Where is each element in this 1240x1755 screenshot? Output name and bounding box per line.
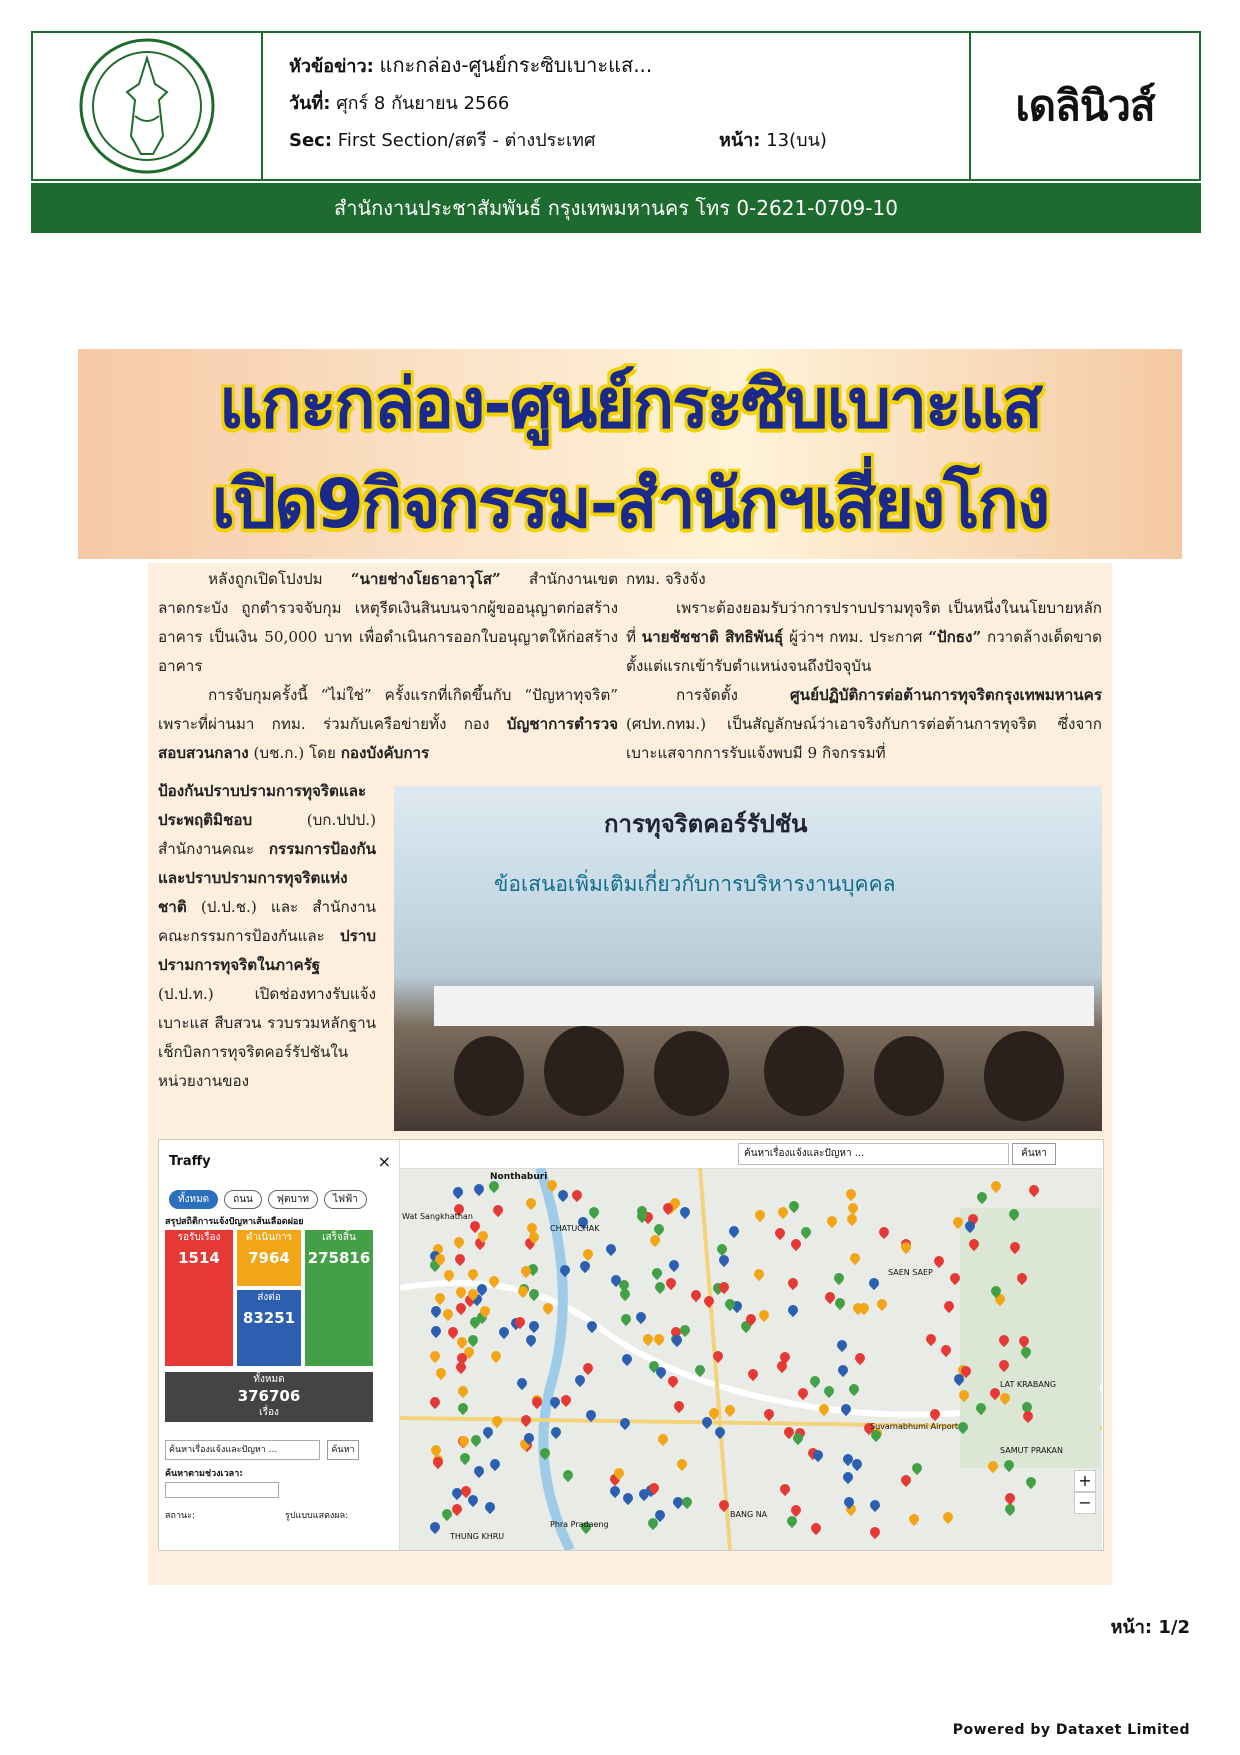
traffy-screenshot (158, 1139, 1104, 1551)
map-search-input[interactable]: ค้นหาเรื่องแจ้งและปัญหา ... (738, 1143, 1009, 1165)
status-label: สถานะ: (165, 1511, 196, 1521)
attendee (654, 1031, 729, 1116)
headline-label: หัวข้อข่าว: (289, 56, 374, 77)
clipping-header (31, 31, 1201, 181)
attendee (454, 1036, 524, 1116)
headline-row (289, 47, 943, 85)
meeting-desk (434, 986, 1094, 1026)
page-number: หน้า: 1/2 (1110, 1617, 1190, 1638)
page-value: 13(บน) (766, 130, 827, 151)
map-label-latkrabang: LAT KRABANG (1000, 1380, 1057, 1389)
card-total: ทั้งหมด 376706 เรื่อง (165, 1372, 373, 1422)
article-column-1 (158, 565, 618, 768)
clipping-meta (263, 33, 971, 179)
date-value: ศุกร์ 8 กันยายน 2566 (336, 93, 510, 114)
section-row (289, 122, 943, 159)
paragraph-2-cont: ป้องกันปราบปรามการทุจริตและประพฤติมิชอบ (บก.ปปป.) สำนักงานคณะ กรรมการป้องกันและปราบปรามการทุจริตแห่งชาติ (ป.ป.ช.) และ สำนักงานคณะกรรมการป้องกันและ ปราบปรามการทุจริตในภาครัฐ (ป.ป.ท.) เปิดช่องทางรับแจ้งเบาะแส สืบสวน รวบรวมหลักฐาน เช็กบิลการทุจริตคอร์รัปชันในหน่วยงานของ (158, 782, 376, 1090)
card-done: เสร็จสิ้น 275816 (305, 1230, 373, 1366)
meeting-photo (394, 786, 1102, 1131)
map-label-sangkhathan: Wat Sangkhathan (402, 1212, 473, 1221)
screen-subtitle: ข้อเสนอเพิ่มเติมเกี่ยวกับการบริหารงานบุคคล (494, 872, 896, 896)
tab-footpath[interactable]: ฟุตบาท (268, 1190, 318, 1209)
publication-logo: เดลินิวส์ (1015, 81, 1155, 130)
tab-road[interactable]: ถนน (224, 1190, 262, 1209)
seal-icon (77, 36, 217, 176)
powered-by: Powered by Dataxet Limited (952, 1722, 1190, 1738)
map-label-bangna: BANG NA (730, 1510, 768, 1519)
article-body (148, 563, 1112, 1585)
range-label: ค้นหาตามช่วงเวลา: (165, 1469, 243, 1479)
paragraph-c2-0: กทม. จริงจัง (626, 570, 706, 588)
page-label: หน้า: (719, 130, 761, 151)
map-label-thungkhru: THUNG KHRU (450, 1532, 505, 1541)
display-label: รูปแบบแสดงผล: (285, 1511, 349, 1521)
attendee (764, 1026, 844, 1116)
article-column-1-lower (158, 777, 376, 1096)
map-label-samutprakan: SAMUT PRAKAN (1000, 1446, 1063, 1455)
bma-seal-logo (33, 33, 263, 179)
headline-line-2: เปิด9กิจกรรม-สำนักฯเสี่ยงโกง (211, 465, 1049, 544)
zoom-out-button[interactable]: − (1074, 1492, 1096, 1514)
attendee (874, 1036, 944, 1116)
date-range-input[interactable] (165, 1482, 279, 1498)
traffy-brand: Traffy (169, 1154, 211, 1169)
sidebar-search-button[interactable]: ค้นหา (327, 1440, 359, 1460)
headline-line-1: แกะกล่อง-ศูนย์กระซิบเบาะแส (218, 365, 1042, 444)
paragraph-c2-2: การจัดตั้ง ศูนย์ปฏิบัติการต่อต้านการทุจริตกรุงเทพมหานคร (ศปท.กทม.) เป็นสัญลักษณ์ว่าเอาจริงกับการต่อต้านการทุจริต ซึ่งจากเบาะแสจากการรับแจ้งพบมี 9 กิจกรรมที่ (626, 686, 1102, 762)
date-label: วันที่: (289, 93, 331, 114)
paragraph-c2-1: เพราะต้องยอมรับว่าการปราบปรามทุจริต เป็นหนึ่งในนโยบายหลักที่ นายชัชชาติ สิทธิพันธุ์ ผู้ว่าฯ กทม. ประกาศ “ปักธง” กวาดล้างเด็ดขาดตั้งแต่แรกเข้ารับตำแหน่งจนถึงปัจจุบัน (626, 599, 1102, 675)
article-column-2 (626, 565, 1102, 768)
attendee (544, 1026, 624, 1116)
map-label-chatuchak: CHATUCHAK (550, 1224, 600, 1233)
map-label-suvarnabhumi: Suvarnabhumi Airport (870, 1422, 959, 1431)
tab-electric[interactable]: ไฟฟ้า (324, 1190, 367, 1209)
card-pending: รอรับเรื่อง 1514 (165, 1230, 233, 1366)
issue-map[interactable] (400, 1140, 1102, 1550)
map-canvas (400, 1168, 1102, 1550)
map-label-nonthaburi: Nonthaburi (490, 1172, 548, 1182)
zoom-in-button[interactable]: + (1074, 1470, 1096, 1492)
screen-title: การทุจริตคอร์รัปชัน (604, 810, 808, 838)
sec-label: Sec: (289, 130, 333, 151)
headline-banner (78, 349, 1182, 559)
close-icon[interactable]: × (377, 1152, 391, 1171)
map-label-phrapradaeng: Phra Pradaeng (550, 1520, 609, 1529)
summary-title: สรุปสถิติการแจ้งปัญหาเส้นเลือดฝอย (165, 1217, 304, 1227)
card-inprogress: ดำเนินการ 7964 (237, 1230, 301, 1286)
tab-all[interactable]: ทั้งหมด (169, 1190, 218, 1209)
sidebar-search-input[interactable]: ค้นหาเรื่องแจ้งและปัญหา ... (165, 1440, 320, 1460)
headline-value: แกะกล่อง-ศูนย์กระซิบเบาะแส... (379, 53, 653, 77)
date-row (289, 85, 943, 122)
contact-band: สำนักงานประชาสัมพันธ์ กรุงเทพมหานคร โทร 0-2621-0709-10 (31, 183, 1201, 233)
map-label-saensaep: SAEN SAEP (888, 1268, 933, 1277)
paragraph-2: การจับกุมครั้งนี้ “ไม่ใช่” ครั้งแรกที่เกิดขึ้นกับ “ปัญหาทุจริต” เพราะที่ผ่านมา กทม. ร่วมกับเครือข่ายทั้ง กอง บัญชาการตำรวจสอบสวนกลาง (บช.ก.) โดย กองบังคับการ (158, 686, 618, 762)
map-toolbar (400, 1140, 1102, 1169)
attendee (984, 1031, 1064, 1121)
card-forward: ส่งต่อ 83251 (237, 1290, 301, 1366)
map-search-button[interactable]: ค้นหา (1012, 1143, 1056, 1165)
traffy-sidebar (159, 1140, 400, 1550)
traffy-tabs (169, 1190, 367, 1209)
sec-value: First Section/สตรี - ต่างประเทศ (337, 130, 596, 151)
paragraph-1: หลังถูกเปิดโปงปม “นายช่างโยธาอาวุโส” สำนักงานเขตลาดกระบัง ถูกตำรวจจับกุม เหตุรีดเงินสินบนจากผู้ขออนุญาตก่อสร้างอาคาร เป็นเงิน 50,000 บาท เพื่อดำเนินการออกใบอนุญาตให้ก่อสร้างอาคาร (158, 570, 619, 675)
